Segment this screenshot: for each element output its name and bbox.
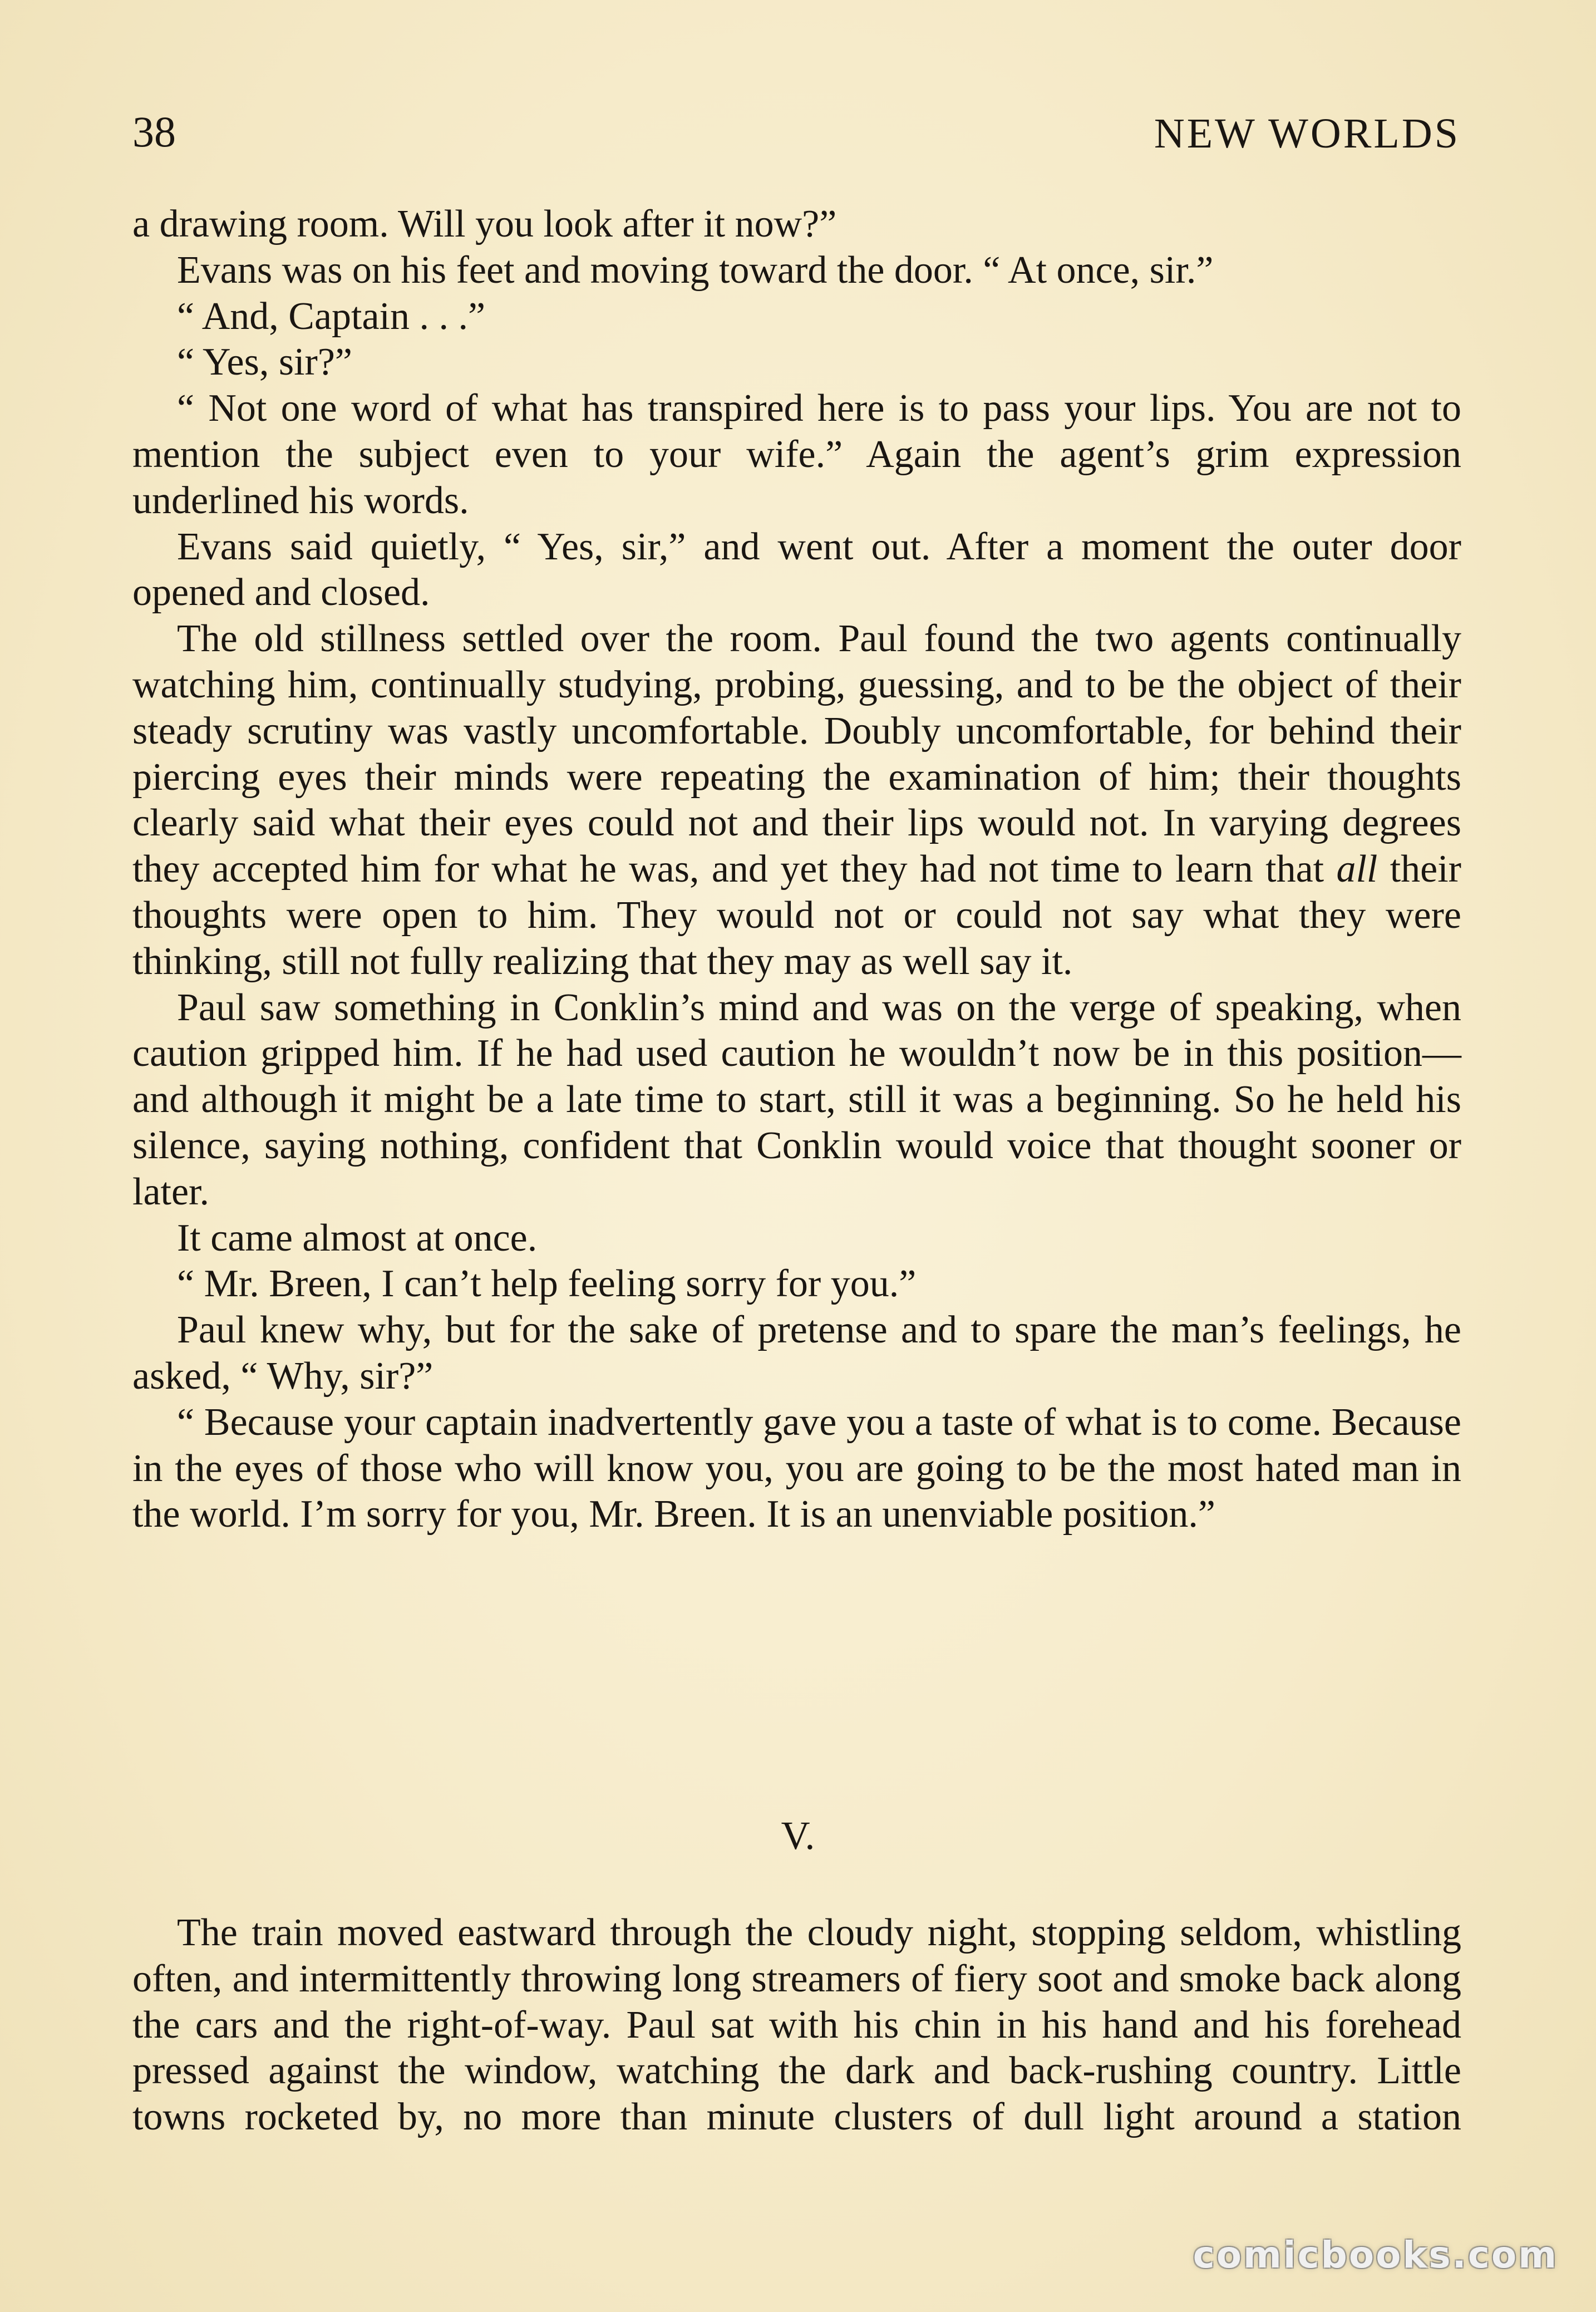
paragraph: Paul knew why, but for the sake of pretense and to spare the man’s feelings, he asked, “ Why, sir?” bbox=[132, 1309, 1461, 1398]
emphasized-word: all bbox=[1336, 848, 1378, 891]
paragraph-text: their thoughts were open to him. They would not or could not say what they were thinking, still not fully realizing that they may as well say it. bbox=[132, 848, 1461, 983]
page-number: 38 bbox=[132, 107, 176, 156]
watermark: comicbooks.com bbox=[1193, 2234, 1558, 2276]
paragraph: Evans said quietly, “ Yes, sir,” and went out. After a moment the outer door opened and closed. bbox=[132, 525, 1461, 614]
paragraph: a drawing room. Will you look after it now?” bbox=[132, 203, 837, 245]
paragraph: “ Because your captain inadvertently gave you a taste of what is to come. Because in the eyes of those who will know you, you are going to be the most hated man in the world. I’m sorry for you, Mr. Breen. It is an unenviable position.” bbox=[132, 1400, 1461, 1536]
paragraph: “ Yes, sir?” bbox=[177, 341, 352, 384]
paragraph: It came almost at once. bbox=[177, 1216, 538, 1260]
running-head: NEW WORLDS bbox=[1154, 110, 1460, 157]
paragraph-text: The old stillness settled over the room. Paul found the two agents continually watching him, continually studying, probing, guessing, and to be the object of their steady scrutiny was vastly uncomfortable. Doubly uncomfortable, for behind their piercing eyes their minds were repeating the examination of him; their thoughts clearly said what their eyes could not and their lips would not. In varying degrees they accepted him for what he was, and yet they had not time to learn that bbox=[132, 617, 1461, 891]
section-body-text bbox=[132, 1910, 1461, 2141]
paragraph: The train moved eastward through the cloudy night, stopping seldom, whistling often, and intermittently throwing long streamers of fiery soot and smoke back along the cars and the right-of-way. Paul sat with his chin in his hand and his forehead pressed against the window, watching the dark and back-rushing country. Little towns rocketed by, no more than minute clusters of dull light around a station bbox=[132, 1911, 1461, 2139]
paragraph bbox=[132, 616, 1461, 985]
chapter-heading: V. bbox=[781, 1813, 815, 1858]
paragraph: “ Mr. Breen, I can’t help feeling sorry for you.” bbox=[177, 1262, 917, 1306]
body-text bbox=[132, 201, 1461, 1538]
paragraph: “ And, Captain . . .” bbox=[177, 294, 486, 338]
paragraph: Paul saw something in Conklin’s mind and was on the verge of speaking, when caution gripped him. If he had used caution he wouldn’t now be in this position—and although it might be a late time to start, still it was a beginning. So he held his silence, saying nothing, confident that Conklin would voice that thought sooner or later. bbox=[132, 986, 1461, 1213]
paragraph: “ Not one word of what has transpired here is to pass your lips. You are not to mention the subject even to your wife.” Again the agent’s grim expression underlined his words. bbox=[132, 387, 1461, 522]
paragraph: Evans was on his feet and moving toward the door. “ At once, sir.” bbox=[177, 248, 1214, 292]
page-header bbox=[132, 106, 1464, 167]
